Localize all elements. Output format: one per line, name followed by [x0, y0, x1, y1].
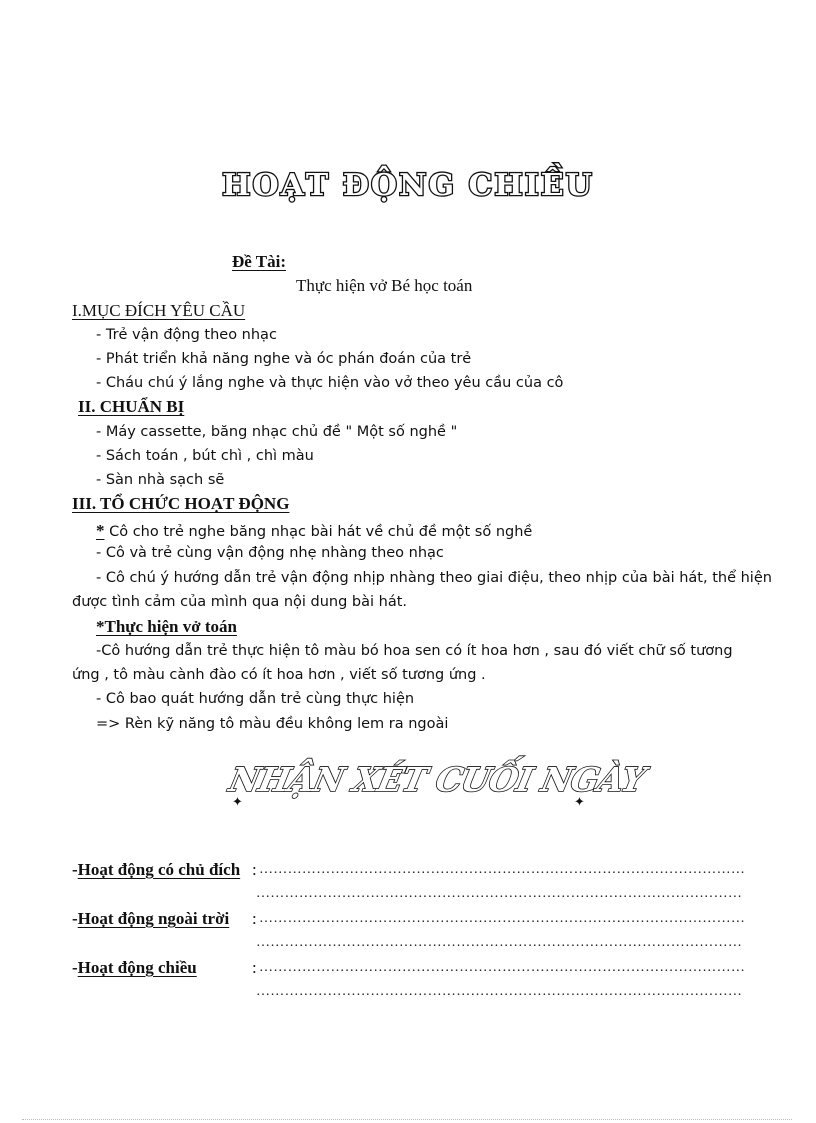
review-row-2-dots-1: …………………………………………………………………………………………: [259, 911, 746, 926]
section3-line-1-text: Cô cho trẻ nghe băng nhạc bài hát về chủ đề một số nghề: [104, 524, 533, 540]
review-row-1-dots-2: …………………………………………………………………………………………: [256, 886, 743, 901]
review-row-2-label: -Hoạt động ngoài trời: [72, 909, 230, 928]
section3-line-1: [96, 521, 532, 541]
sub-heading: *Thực hiện vở toán: [96, 617, 237, 636]
section3-line-3b: được tình cảm của mình qua nội dung bài hát.: [72, 594, 408, 610]
section3-line-3a: - Cô chú ý hướng dẫn trẻ vận động nhịp nhàng theo giai điệu, theo nhịp của bài hát, thể hiện: [96, 570, 772, 586]
review-row-3-dots-1: …………………………………………………………………………………………: [259, 960, 746, 975]
review-row-1-label: -Hoạt động có chủ đích: [72, 860, 241, 879]
section3-heading: III. TỔ CHỨC HOẠT ĐỘNG: [72, 494, 290, 513]
section2-item-1: - Máy cassette, băng nhạc chủ đề " Một số nghề ": [96, 424, 458, 440]
topic-label: Đề Tài:: [232, 252, 286, 271]
section1-item-3: - Cháu chú ý lắng nghe và thực hiện vào vở theo yêu cầu của cô: [96, 375, 564, 391]
sparkle-right-icon: ✦: [574, 795, 585, 810]
review-row-3-dots-2: …………………………………………………………………………………………: [256, 984, 743, 999]
sparkle-left-icon: ✦: [232, 795, 243, 810]
review-title: NHẬN XÉT CUỐI NGÀY: [225, 760, 649, 799]
section1-heading: I.MỤC ĐÍCH YÊU CẦU: [72, 301, 246, 320]
review-row-3-label: -Hoạt động chiều: [72, 958, 197, 977]
page-title: HOẠT ĐỘNG CHIỀU: [222, 168, 594, 203]
review-row-1-colon: :: [252, 860, 257, 879]
review-row-2-dots-2: …………………………………………………………………………………………: [256, 935, 743, 950]
section2-item-2: - Sách toán , bút chì , chì màu: [96, 448, 314, 464]
review-row-2-colon: :: [252, 909, 257, 928]
star-marker: *: [96, 521, 105, 540]
section3-line-4a: -Cô hướng dẫn trẻ thực hiện tô màu bó hoa sen có ít hoa hơn , sau đó viết chữ số tương: [96, 643, 733, 659]
review-row-1-dots-1: …………………………………………………………………………………………: [259, 862, 746, 877]
section1-item-2: - Phát triển khả năng nghe và óc phán đoán của trẻ: [96, 351, 472, 367]
section2-heading: II. CHUẨN BỊ: [78, 397, 185, 416]
section1-item-1: - Trẻ vận động theo nhạc: [96, 327, 277, 343]
section3-line-2: - Cô và trẻ cùng vận động nhẹ nhàng theo nhạc: [96, 545, 444, 561]
section3-line-4b: ứng , tô màu cành đào có ít hoa hơn , viết số tương ứng .: [72, 667, 486, 683]
topic-value: Thực hiện vở Bé học toán: [296, 276, 473, 295]
page-bottom-rule: [22, 1119, 792, 1120]
section3-line-6: => Rèn kỹ năng tô màu đều không lem ra ngoài: [96, 716, 449, 732]
section3-line-5: - Cô bao quát hướng dẫn trẻ cùng thực hiện: [96, 691, 415, 707]
review-row-3-colon: :: [252, 958, 257, 977]
section2-item-3: - Sàn nhà sạch sẽ: [96, 472, 225, 488]
